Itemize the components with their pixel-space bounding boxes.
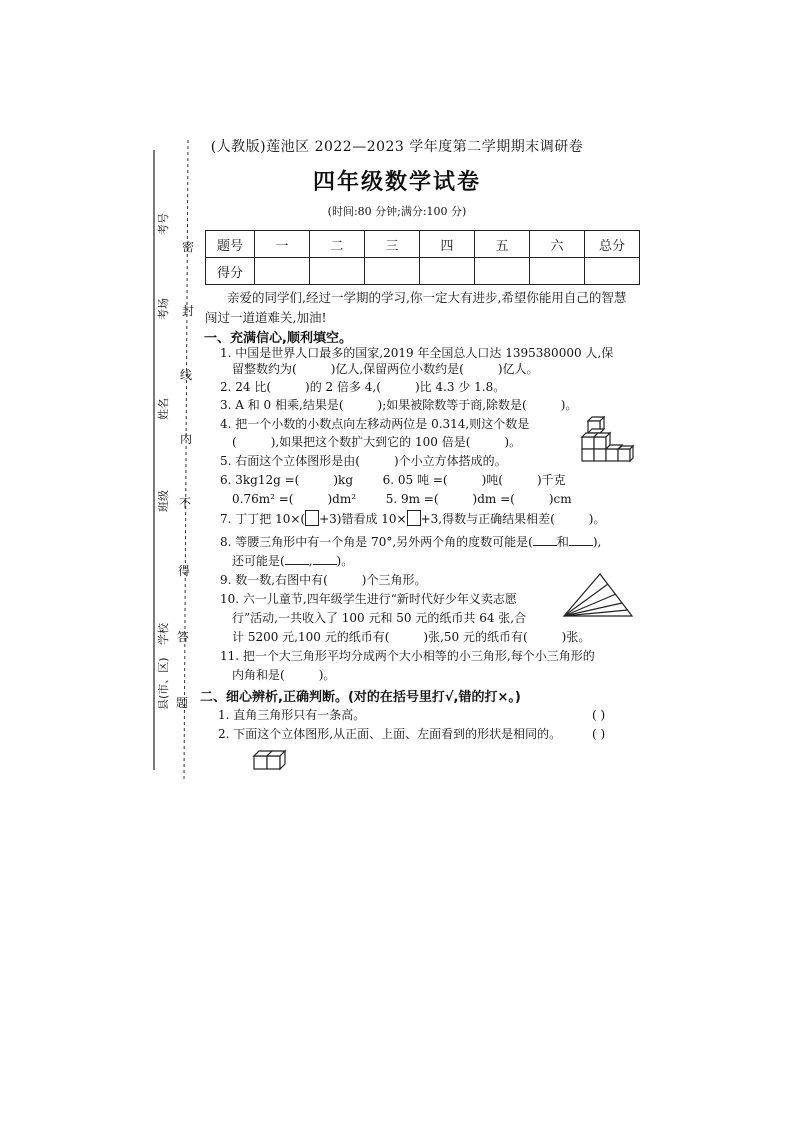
seal-char: 不	[179, 496, 192, 510]
question-1-line2: 留整数约为( )亿人,保留两位小数约是( )亿人。	[232, 362, 539, 376]
binding-margin-lines	[140, 140, 210, 780]
score-cell[interactable]	[585, 258, 640, 285]
question-6-line2: 0.76m² =( )dm² 5. 9m =( )dm =( )cm	[232, 492, 572, 506]
question-4-line1: 4. 把一个小数的小数点向左移动两位是 0.314,则这个数是	[220, 417, 530, 431]
label-county: 县(市、区)	[157, 657, 170, 710]
table-cell: 四	[420, 231, 475, 258]
question-7: 7. 丁丁把 10×( +3)错看成 10× +3,得数与正确结果相差( )。	[220, 512, 606, 526]
exam-title: 四年级数学试卷	[312, 170, 481, 195]
table-cell: 得分	[206, 258, 255, 285]
question-1-line1: 1. 中国是世界人口最多的国家,2019 年全国总人口达 1395380000 人,保	[220, 346, 614, 360]
seal-char: 线	[180, 368, 193, 382]
judge-question-1: 1. 直角三角形只有一条高。	[218, 708, 366, 722]
answer-box[interactable]	[407, 510, 421, 526]
table-row	[206, 231, 640, 258]
table-cell: 二	[310, 231, 365, 258]
cube-stack-figure	[578, 415, 634, 465]
label-class: 班级	[157, 490, 170, 512]
exam-time-info: (时间:80 分钟;满分:100 分)	[327, 205, 467, 218]
label-name: 姓名	[157, 398, 170, 420]
label-exam-room: 考场	[157, 298, 170, 320]
seal-char: 题	[176, 696, 189, 710]
exam-subtitle: (人教版)莲池区 2022—2023 学年度第二学期期末调研卷	[210, 139, 584, 155]
question-5: 5. 右面这个立体图形是由( )个小立方体搭成的。	[220, 454, 507, 468]
table-cell: 六	[530, 231, 585, 258]
seal-char: 密	[182, 240, 195, 254]
score-cell[interactable]	[475, 258, 530, 285]
question-4-line2: ( ),如果把这个数扩大到它的 100 倍是( )。	[232, 435, 522, 449]
question-3: 3. A 和 0 相乘,结果是( );如果被除数等于商,除数是( )。	[220, 398, 578, 412]
triangle-figure	[562, 570, 634, 618]
question-11-line2: 内角和是( )。	[232, 668, 336, 682]
question-10-line3: 计 5200 元,100 元的纸币有( )张,50 元的纸币有( )张。	[232, 630, 591, 644]
score-cell[interactable]	[310, 258, 365, 285]
score-cell[interactable]	[255, 258, 310, 285]
question-8-line2: 还可能是( , )。	[232, 554, 354, 568]
table-cell: 一	[255, 231, 310, 258]
table-cell: 五	[475, 231, 530, 258]
question-9: 9. 数一数,右图中有( )个三角形。	[220, 573, 427, 587]
judge-question-2: 2. 下面这个立体图形,从正面、上面、左面看到的形状是相同的。	[218, 727, 562, 741]
score-table	[205, 230, 640, 285]
seal-char: 答	[177, 630, 190, 644]
question-8-line1: 8. 等腰三角形中有一个角是 70°,另外两个角的度数可能是( 和 ),	[220, 535, 602, 549]
answer-box[interactable]	[305, 510, 319, 526]
seal-char: 内	[180, 432, 193, 446]
question-6-line1: 6. 3kg12g =( )kg 6. 05 吨 =( )吨( )千克	[220, 473, 566, 487]
judge-answer-2[interactable]: ( )	[592, 727, 606, 741]
table-cell: 三	[365, 231, 420, 258]
seal-char: 得	[178, 564, 191, 578]
score-cell[interactable]	[420, 258, 475, 285]
label-school: 学校	[157, 623, 170, 645]
question-2: 2. 24 比( )的 2 倍多 4,( )比 4.3 少 1.8。	[220, 380, 506, 394]
question-10-line1: 10. 六一儿童节,四年级学生进行“新时代好少年义卖志愿	[220, 592, 517, 606]
table-row	[206, 258, 640, 285]
question-11-line1: 11. 把一个大三角形平均分成两个大小相等的小三角形,每个小三角形的	[220, 649, 595, 663]
intro-text: 亲爱的同学们,经过一学期的学习,你一定大有进步,希望你能用自己的智慧闯过一道道难关,加油!	[205, 290, 627, 325]
question-10-line2: 行”活动,一共收入了 100 元和 50 元的纸币共 64 张,合	[232, 611, 527, 625]
label-exam-number: 考号	[157, 213, 170, 235]
section1-heading: 一、充满信心,顺利填空。	[204, 331, 352, 346]
score-cell[interactable]	[365, 258, 420, 285]
two-cube-figure	[252, 748, 292, 772]
seal-char: 封	[182, 304, 195, 318]
table-cell: 总分	[585, 231, 640, 258]
section2-heading: 二、细心辨析,正确判断。(对的在括号里打√,错的打×。)	[200, 690, 521, 705]
score-cell[interactable]	[530, 258, 585, 285]
table-cell: 题号	[206, 231, 255, 258]
judge-answer-1[interactable]: ( )	[592, 708, 606, 722]
